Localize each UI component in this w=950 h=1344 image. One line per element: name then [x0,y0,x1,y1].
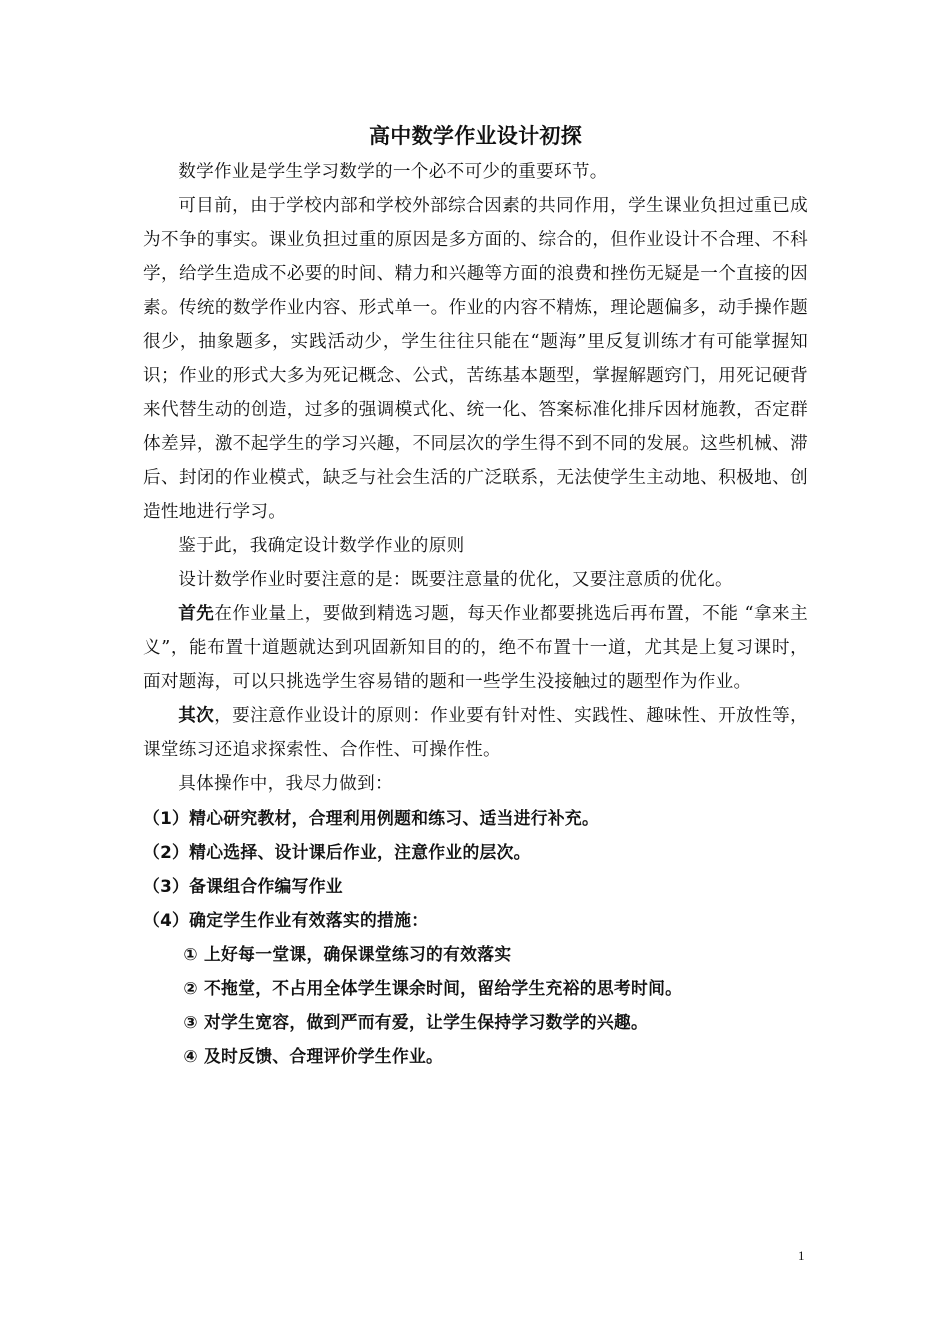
document-page [143,118,808,1073]
second-text: ，要注意作业设计的原则：作业要有针对性、实践性、趣味性、开放性等，课堂练习还追求探索性、合作性、可操作性。 [143,706,808,760]
page-number: 1 [798,1248,805,1263]
paragraph-principle: 鉴于此，我确定设计数学作业的原则 [178,536,465,556]
second-lead: 其次 [178,706,215,726]
list-item: （2）精心选择、设计课后作业，注意作业的层次。 [143,842,531,862]
paragraph-operation-intro: 具体操作中，我尽力做到： [178,774,393,794]
paragraph-second [143,699,808,767]
paragraph-optimization: 设计数学作业时要注意的是：既要注意量的优化，又要注意质的优化。 [178,570,733,590]
first-text: 在作业量上，要做到精选习题，每天作业都要挑选后再布置，不能 “拿来主义”，能布置十道题就达到巩固新知目的的，绝不布置十一道，尤其是上复习课时，面对题海，可以只挑选学生容易错的题和一些学生没接触过的题型作为作业。 [143,604,808,692]
list-item: （3）备课组合作编写作业 [143,876,343,896]
document-title: 高中数学作业设计初探 [369,124,582,148]
paragraph-intro: 数学作业是学生学习数学的一个必不可少的重要环节。 [178,162,608,182]
sub-list-item: ② 不拖堂，不占用全体学生课余时间，留给学生充裕的思考时间。 [183,978,683,998]
paragraph-first [143,597,808,699]
first-lead: 首先 [178,604,215,624]
list-item: （1）精心研究教材，合理利用例题和练习、适当进行补充。 [143,808,600,828]
list-item: （4）确定学生作业有效落实的措施： [143,910,429,930]
sub-list-item: ① 上好每一堂课，确保课堂练习的有效落实 [183,944,512,964]
paragraph-problem: 可目前，由于学校内部和学校外部综合因素的共同作用，学生课业负担过重已成为不争的事实。课业负担过重的原因是多方面的、综合的，但作业设计不合理、不科学，给学生造成不必要的时间、精力和兴趣等方面的浪费和挫伤无疑是一个直接的因素。传统的数学作业内容、形式单一。作业的内容不精炼，理论题偏多，动手操作题很少，抽象题多，实践活动少，学生往往只能在“题海”里反复训练才有可能掌握知识；作业的形式大多为死记概念、公式，苦练基本题型，掌握解题窍门，用死记硬背来代替生动的创造，过多的强调模式化、统一化、答案标准化排斥因材施教，否定群体差异，激不起学生的学习兴趣，不同层次的学生得不到不同的发展。这些机械、滞后、封闭的作业模式，缺乏与社会生活的广泛联系，无法使学生主动地、积极地、创造性地进行学习。 [143,196,808,522]
sub-list-item: ③ 对学生宽容，做到严而有爱，让学生保持学习数学的兴趣。 [183,1012,649,1032]
sub-list-item: ④ 及时反馈、合理评价学生作业。 [183,1046,444,1066]
